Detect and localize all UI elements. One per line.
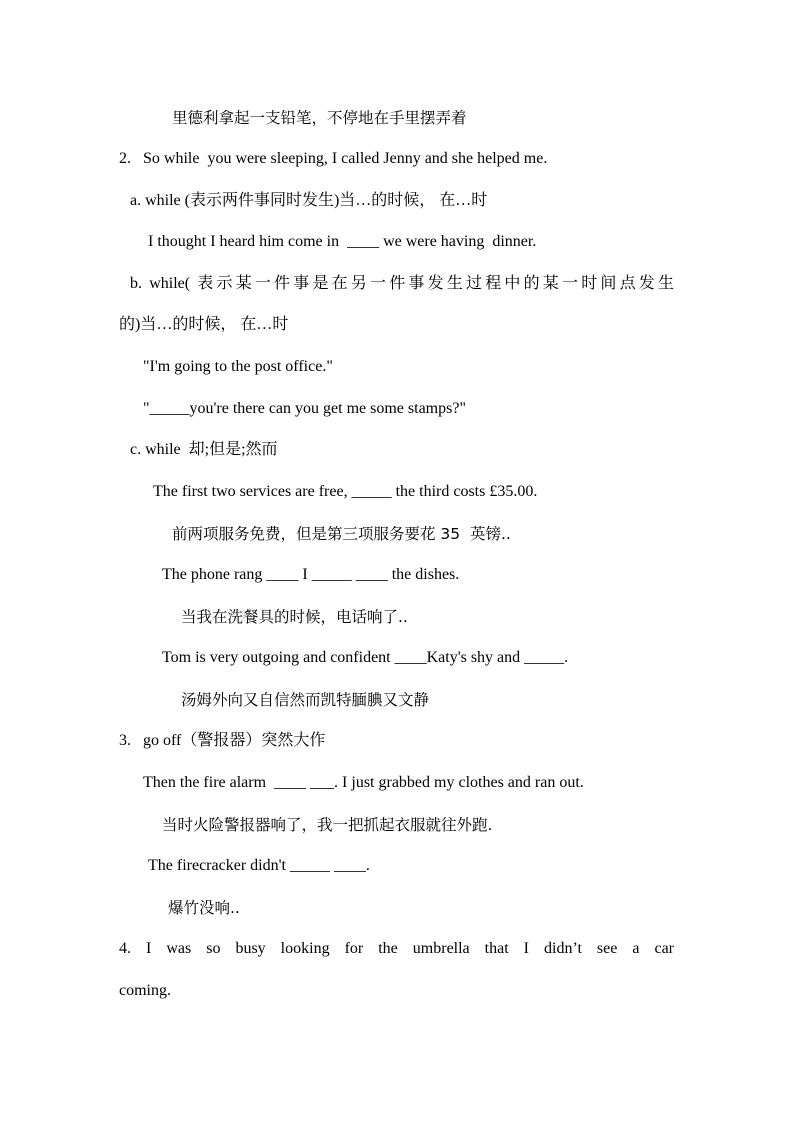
item-4-sentence-continued: coming. bbox=[119, 982, 171, 999]
sense-c-example-3: Tom is very outgoing and confident ____Katy's shy and _____. bbox=[162, 649, 569, 666]
item-3-translation-2: 爆竹没响.. bbox=[168, 899, 240, 917]
sense-c-translation-3: 汤姆外向又自信然而凯特腼腆又文静 bbox=[181, 691, 430, 709]
sense-c-translation-2: 当我在洗餐具的时候，电话响了.. bbox=[181, 608, 408, 626]
sense-b-example-1: "I'm going to the post office." bbox=[143, 358, 333, 375]
sense-b-example-2: "_____you're there can you get me some stamps?" bbox=[143, 400, 466, 417]
sense-a-heading: a. while (表示两件事同时发生)当…的时候， 在…时 bbox=[130, 192, 488, 209]
item-2-sentence: 2. So while you were sleeping, I called Jenny and she helped me. bbox=[119, 150, 548, 167]
sense-c-translation-1: 前两项服务免费，但是第三项服务要花 35 英镑.. bbox=[172, 525, 511, 543]
item-3-example-2: The firecracker didn't _____ ____. bbox=[148, 857, 370, 874]
sense-c-example-2: The phone rang ____ I _____ ____ the dishes. bbox=[162, 566, 460, 583]
item-4-sentence: 4. I was so busy looking for the umbrella that I didn’t see a car bbox=[119, 940, 674, 957]
item-3-heading: 3. go off（警报器）突然大作 bbox=[119, 732, 326, 749]
sense-a-example: I thought I heard him come in ____ we were having dinner. bbox=[148, 233, 537, 250]
example-translation: 里德利拿起一支铅笔，不停地在手里摆弄着 bbox=[172, 109, 467, 127]
item-3-example-1: Then the fire alarm ____ ___. I just grabbed my clothes and ran out. bbox=[143, 774, 584, 791]
sense-b-heading: b. while( 表示某一件事是在另一件事发生过程中的某一时间点发生 bbox=[130, 275, 674, 292]
sense-c-example-1: The first two services are free, _____ the third costs £35.00. bbox=[153, 483, 538, 500]
sense-b-heading-continued: 的)当…的时候， 在…时 bbox=[119, 316, 289, 333]
sense-c-heading: c. while 却;但是;然而 bbox=[130, 441, 278, 458]
item-3-translation-1: 当时火险警报器响了，我一把抓起衣服就往外跑. bbox=[162, 816, 493, 834]
